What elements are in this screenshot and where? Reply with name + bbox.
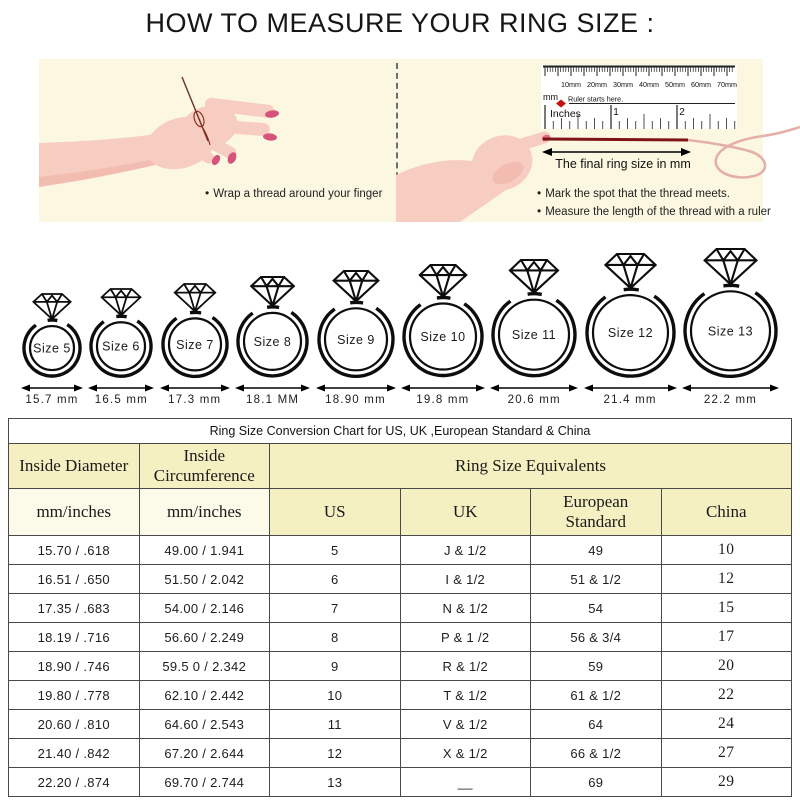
diameter-cell: 19.80 / .778	[9, 681, 140, 710]
ring-item	[87, 288, 155, 406]
header-ring-size-equivalents: Ring Size Equivalents	[270, 444, 792, 489]
ring-diagram	[234, 276, 311, 383]
ruler-mm-label: 30mm	[613, 80, 633, 89]
us-size-cell: 11	[270, 710, 401, 739]
ruler-mm-unit: mm	[543, 92, 558, 102]
ring-diameter-mm: 22.2 mm	[703, 394, 758, 406]
ring-item	[159, 283, 231, 406]
diameter-cell: 22.20 / .874	[9, 768, 140, 797]
subheader-diameter-units: mm/inches	[9, 489, 140, 536]
circumference-cell: 49.00 / 1.941	[139, 536, 270, 565]
ring-item	[234, 276, 311, 406]
ruler	[541, 65, 737, 134]
instruction-wrap-thread	[205, 186, 382, 200]
ring-size-label: Size 8	[253, 334, 292, 349]
panel-measure-ruler	[396, 59, 771, 222]
eu-size-cell: 49	[531, 536, 662, 565]
ruler-graphic	[541, 65, 737, 129]
ring-size-label: Size 5	[33, 341, 71, 356]
subheader-uk: UK	[400, 489, 531, 536]
us-size-cell: 7	[270, 594, 401, 623]
china-size-cell: 20	[661, 652, 792, 681]
ring-diagram	[315, 270, 397, 383]
us-size-cell: 6	[270, 565, 401, 594]
diameter-arrow	[681, 383, 780, 393]
ring-size-label: Size 9	[336, 332, 375, 347]
diameter-cell: 18.19 / .716	[9, 623, 140, 652]
ring-size-label: Size 11	[512, 328, 557, 343]
eu-size-cell: 64	[531, 710, 662, 739]
china-size-cell: 17	[661, 623, 792, 652]
eu-size-cell: 66 & 1/2	[531, 739, 662, 768]
table-row	[9, 594, 792, 623]
diameter-cell: 16.51 / .650	[9, 565, 140, 594]
instruction-list	[537, 185, 771, 221]
circumference-cell: 67.20 / 2.644	[139, 739, 270, 768]
us-size-cell: 8	[270, 623, 401, 652]
eu-size-cell: 56 & 3/4	[531, 623, 662, 652]
panel-wrap-thread	[39, 59, 396, 222]
bullet-dot: •	[537, 204, 542, 218]
page-title: HOW TO MEASURE YOUR RING SIZE :	[145, 8, 655, 38]
circumference-cell: 59.5 0 / 2.342	[139, 652, 270, 681]
subheader-china: China	[661, 489, 792, 536]
ring-size-label: Size 6	[102, 339, 141, 354]
eu-size-cell: 54	[531, 594, 662, 623]
diameter-arrow	[87, 383, 155, 393]
ring-diameter-mm: 15.7 mm	[25, 394, 79, 406]
ring-item	[489, 259, 579, 406]
us-size-cell: 5	[270, 536, 401, 565]
ruler-inch-label: 1	[613, 107, 619, 118]
ruler-mm-label: 70mm	[717, 80, 737, 89]
conversion-table	[8, 418, 792, 797]
ruler-mm-label: 10mm	[561, 80, 581, 89]
table-row	[9, 652, 792, 681]
instruction-panels	[39, 59, 771, 222]
china-size-cell: 15	[661, 594, 792, 623]
ring-diameter-mm: 20.6 mm	[507, 394, 561, 406]
instruction-bullet	[537, 203, 771, 221]
diameter-arrow	[489, 383, 579, 393]
uk-size-cell: J & 1/2	[400, 536, 531, 565]
final-ring-size-label: The final ring size in mm	[555, 157, 691, 171]
diameter-arrow	[234, 383, 311, 393]
ruler-inches-unit: Inches	[550, 108, 581, 120]
diameter-arrow	[400, 383, 486, 393]
china-size-cell: 27	[661, 739, 792, 768]
eu-size-cell: 51 & 1/2	[531, 565, 662, 594]
circumference-cell: 62.10 / 2.442	[139, 681, 270, 710]
instruction-text: Wrap a thread around your finger	[213, 188, 383, 200]
ruler-start-note: Ruler starts here.	[568, 94, 624, 104]
us-size-cell: 10	[270, 681, 401, 710]
uk-size-cell: X & 1/2	[400, 739, 531, 768]
china-size-cell: 22	[661, 681, 792, 710]
circumference-cell: 69.70 / 2.744	[139, 768, 270, 797]
subheader-european-standard: European Standard	[531, 489, 662, 536]
eu-size-cell: 59	[531, 652, 662, 681]
circumference-cell: 64.60 / 2.543	[139, 710, 270, 739]
table-row	[9, 681, 792, 710]
ring-item	[583, 253, 678, 406]
uk-size-cell: N & 1/2	[400, 594, 531, 623]
ring-diameter-mm: 21.4 mm	[603, 394, 657, 406]
subheader-circumference-units: mm/inches	[139, 489, 270, 536]
ring-diameter-mm: 19.8 mm	[416, 394, 470, 406]
bullet-dot: •	[537, 186, 542, 200]
china-size-cell: 10	[661, 536, 792, 565]
ring-item	[400, 264, 486, 406]
ruler-mm-label: 20mm	[587, 80, 607, 89]
circumference-cell: 54.00 / 2.146	[139, 594, 270, 623]
instruction-text: Measure the length of the thread with a ruler	[545, 206, 771, 218]
ruler-mm-label: 60mm	[691, 80, 711, 89]
diameter-arrow	[315, 383, 397, 393]
ring-size-row	[0, 246, 800, 406]
diameter-cell: 20.60 / .810	[9, 710, 140, 739]
diameter-cell: 17.35 / .683	[9, 594, 140, 623]
header-inside-diameter: Inside Diameter	[9, 444, 140, 489]
ring-size-label: Size 13	[707, 324, 754, 339]
ring-diagram	[681, 248, 780, 383]
china-size-cell: 29	[661, 768, 792, 797]
uk-size-cell: __	[400, 768, 531, 797]
ring-diagram	[400, 264, 486, 383]
uk-size-cell: V & 1/2	[400, 710, 531, 739]
us-size-cell: 9	[270, 652, 401, 681]
diameter-arrow	[20, 383, 84, 393]
ring-item	[20, 293, 84, 406]
eu-size-cell: 69	[531, 768, 662, 797]
ruler-inch-label: 2	[679, 107, 685, 118]
china-size-cell: 24	[661, 710, 792, 739]
circumference-cell: 51.50 / 2.042	[139, 565, 270, 594]
ring-size-label: Size 10	[420, 330, 466, 345]
ruler-mm-label: 50mm	[665, 80, 685, 89]
diameter-arrow	[583, 383, 678, 393]
table-row	[9, 565, 792, 594]
ring-diameter-mm: 18.90 mm	[325, 394, 386, 406]
ring-diagram	[20, 293, 84, 383]
ring-diagram	[583, 253, 678, 383]
ring-diagram	[87, 288, 155, 383]
table-row	[9, 623, 792, 652]
diameter-cell: 15.70 / .618	[9, 536, 140, 565]
ring-diagram	[159, 283, 231, 383]
uk-size-cell: R & 1/2	[400, 652, 531, 681]
ring-size-label: Size 7	[175, 337, 214, 352]
table-row	[9, 739, 792, 768]
us-size-cell: 13	[270, 768, 401, 797]
ring-diameter-mm: 18.1 MM	[246, 394, 300, 406]
bullet-dot: •	[205, 186, 210, 200]
uk-size-cell: I & 1/2	[400, 565, 531, 594]
diameter-cell: 21.40 / .842	[9, 739, 140, 768]
uk-size-cell: P & 1 /2	[400, 623, 531, 652]
uk-size-cell: T & 1/2	[400, 681, 531, 710]
ring-diameter-mm: 16.5 mm	[94, 394, 148, 406]
ruler-mm-label: 40mm	[639, 80, 659, 89]
header-inside-circumference: Inside Circumference	[139, 444, 270, 489]
table-title: Ring Size Conversion Chart for US, UK ,European Standard & China	[9, 419, 792, 444]
us-size-cell: 12	[270, 739, 401, 768]
eu-size-cell: 61 & 1/2	[531, 681, 662, 710]
china-size-cell: 12	[661, 565, 792, 594]
instruction-text: Mark the spot that the thread meets.	[545, 188, 730, 200]
diameter-cell: 18.90 / .746	[9, 652, 140, 681]
subheader-us: US	[270, 489, 401, 536]
instruction-bullet	[537, 185, 771, 203]
ring-diameter-mm: 17.3 mm	[168, 394, 222, 406]
ring-size-label: Size 12	[607, 326, 653, 341]
table-row	[9, 768, 792, 797]
circumference-cell: 56.60 / 2.249	[139, 623, 270, 652]
ring-diagram	[489, 259, 579, 383]
ring-item	[681, 248, 780, 406]
ring-item	[315, 270, 397, 406]
diameter-arrow	[159, 383, 231, 393]
table-row	[9, 710, 792, 739]
table-row	[9, 536, 792, 565]
